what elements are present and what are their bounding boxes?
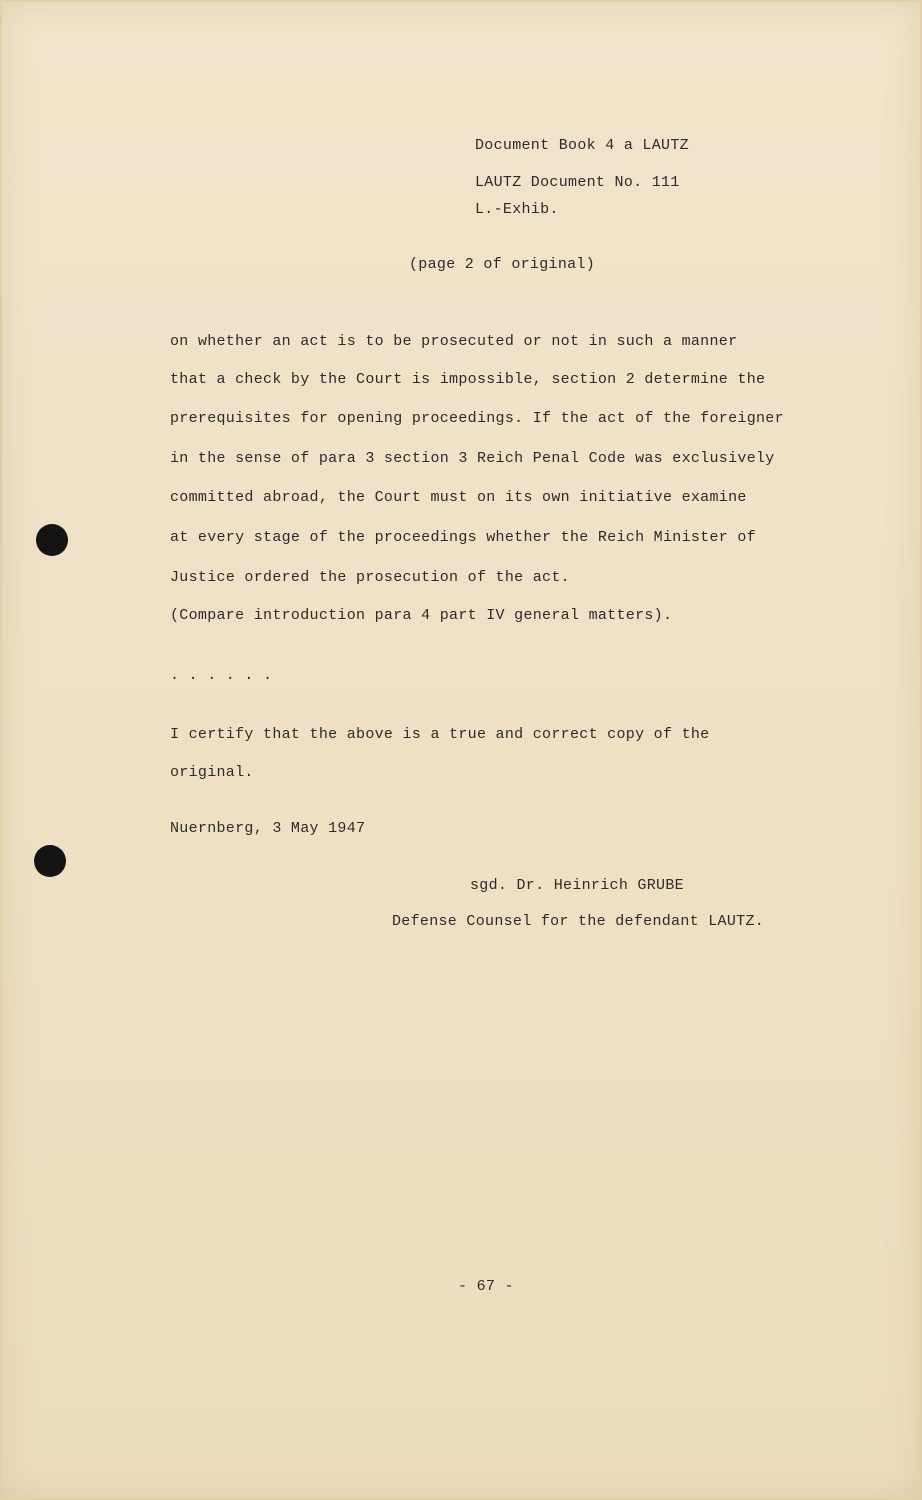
body-line-5: committed abroad, the Court must on its own initiative examine (170, 489, 747, 506)
place-date: Nuernberg, 3 May 1947 (170, 820, 366, 837)
certification-line-1: I certify that the above is a true and correct copy of the (170, 726, 710, 743)
header-exhibit: L.-Exhib. (475, 201, 559, 218)
body-line-6: at every stage of the proceedings whether the Reich Minister of (170, 529, 756, 546)
body-line-8: (Compare introduction para 4 part IV general matters). (170, 607, 673, 624)
punch-hole-bottom (34, 845, 66, 877)
header-book: Document Book 4 a LAUTZ (475, 137, 689, 154)
page-reference: (page 2 of original) (409, 256, 596, 273)
body-line-7: Justice ordered the prosecution of the act. (170, 569, 570, 586)
signature-role: Defense Counsel for the defendant LAUTZ. (392, 913, 765, 930)
signature: sgd. Dr. Heinrich GRUBE (470, 877, 684, 894)
body-line-4: in the sense of para 3 section 3 Reich Penal Code was exclusively (170, 450, 775, 467)
body-line-3: prerequisites for opening proceedings. If the act of the foreigner (170, 410, 784, 427)
body-line-1: on whether an act is to be prosecuted or not in such a manner (170, 333, 738, 350)
punch-hole-top (36, 524, 68, 556)
header-doc-no: LAUTZ Document No. 111 (475, 174, 680, 191)
page-number: - 67 - (458, 1278, 514, 1295)
certification-line-2: original. (170, 764, 254, 781)
ellipsis-marker: . . . . . . (170, 667, 273, 684)
body-line-2: that a check by the Court is impossible, section 2 determine the (170, 371, 766, 388)
